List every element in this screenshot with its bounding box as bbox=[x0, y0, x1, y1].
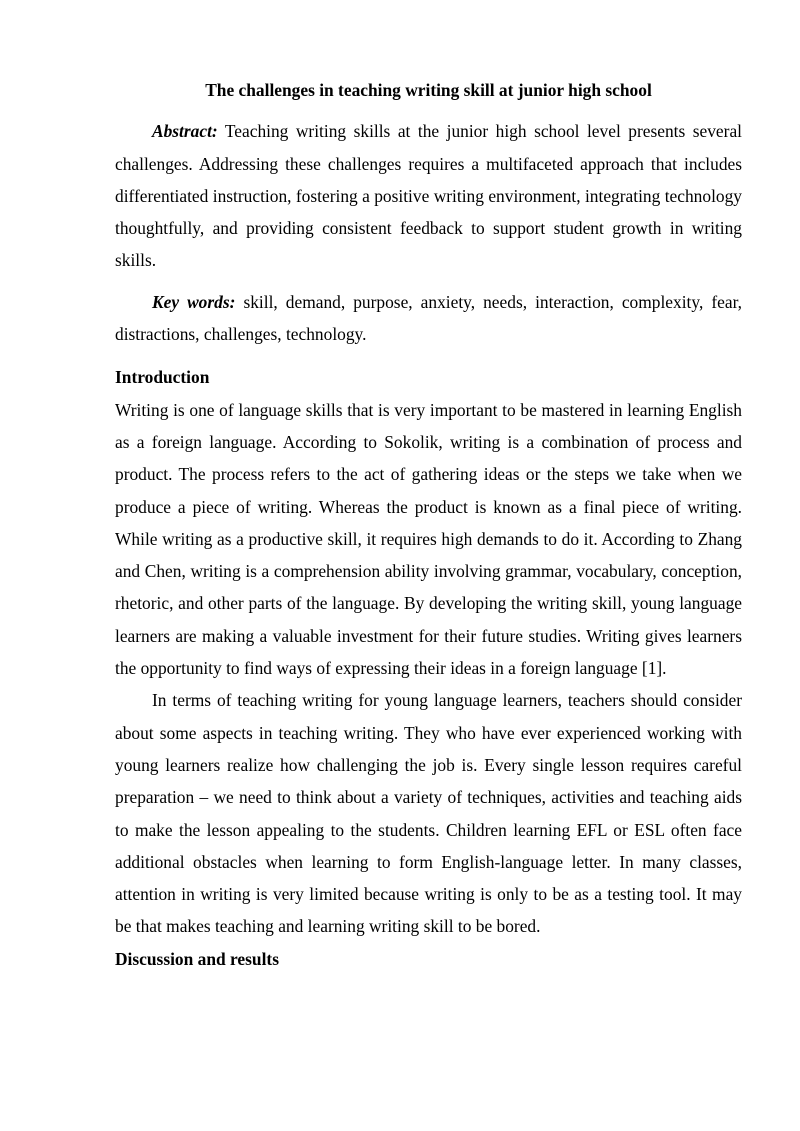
introduction-paragraph-2: In terms of teaching writing for young language learners, teachers should consider about some aspects in teaching writing. They who have ever experienced working with young learners realize how challenging the job is. Every single lesson requires careful preparation – we need to think about a variety of techniques, activities and teaching aids to make the lesson appealing to the students. Children learning EFL or ESL often face additional obstacles when learning to form English-language letter. In many classes, attention in writing is very limited because writing is only to be as a testing tool. It may be that makes teaching and learning writing skill to be bored. bbox=[115, 690, 742, 937]
document-page bbox=[115, 74, 742, 975]
keywords-paragraph bbox=[115, 286, 742, 351]
keywords-label: Key words: bbox=[152, 291, 236, 312]
abstract-label: Abstract: bbox=[152, 121, 218, 142]
discussion-heading: Discussion and results bbox=[115, 948, 279, 969]
introduction-heading: Introduction bbox=[115, 367, 210, 388]
abstract-paragraph bbox=[115, 115, 742, 276]
introduction-paragraph-1: Writing is one of language skills that is very important to be mastered in learning English as a foreign language. According to Sokolik, writing is a combination of process and product. The process refers to the act of gathering ideas or the steps we take when we produce a piece of writing. Whereas the product is known as a final piece of writing. While writing as a productive skill, it requires high demands to do it. According to Zhang and Chen, writing is a comprehension ability involving grammar, vocabulary, conception, rhetoric, and other parts of the language. By developing the writing skill, young language learners are making a valuable investment for their future studies. Writing gives learners the opportunity to find ways of expressing their ideas in a foreign language [1]. bbox=[115, 399, 742, 679]
abstract-text: Teaching writing skills at the junior high school level presents several challenges. Addressing these challenges requires a multifaceted approach that includes differentiated instruction, fostering a positive writing environment, integrating technology thoughtfully, and providing consistent feedback to support student growth in writing skills. bbox=[115, 121, 742, 271]
document-title: The challenges in teaching writing skill at junior high school bbox=[205, 80, 652, 100]
keywords-text: skill, demand, purpose, anxiety, needs, interaction, complexity, fear, distractions, challenges, technology. bbox=[115, 291, 743, 345]
